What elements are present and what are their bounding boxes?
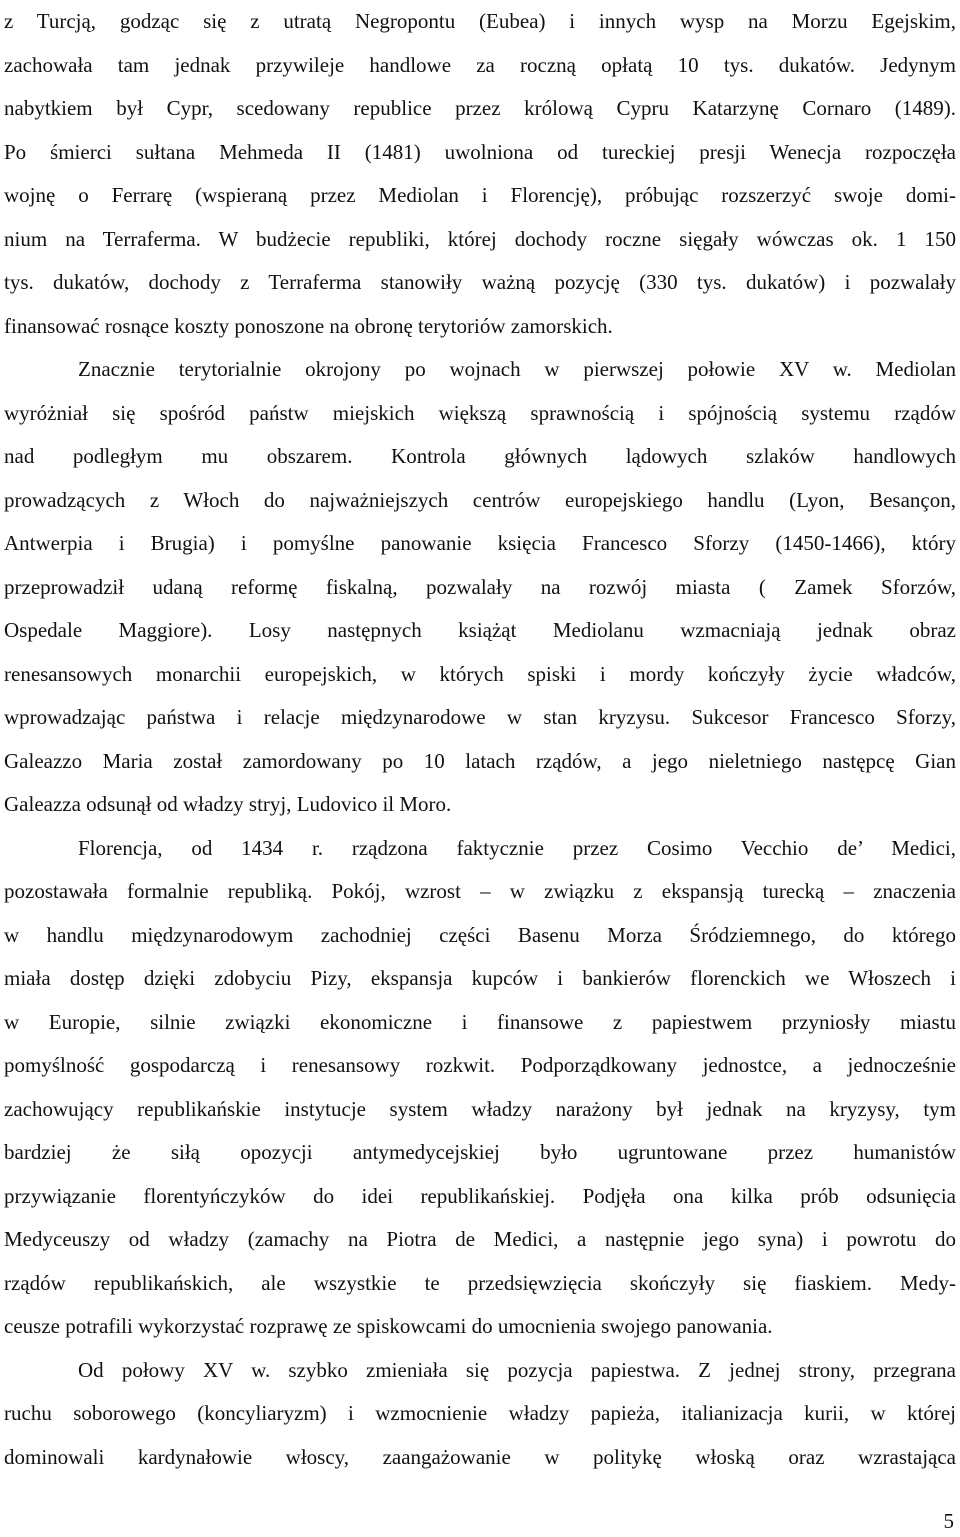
text-line: wyróżniał się spośród państw miejskich większą sprawnością i spójnością systemu rządów xyxy=(4,400,956,425)
text-line: dominowali kardynałowie włoscy, zaangażowanie w politykę włoską oraz wzrastająca xyxy=(4,1444,956,1469)
text-line: nium na Terraferma. W budżecie republiki, której dochody roczne sięgały wówczas ok. 1 150 xyxy=(4,226,956,251)
text-line: w Europie, silnie związki ekonomiczne i finansowe z papiestwem przyniosły miastu xyxy=(4,1009,956,1034)
text-line: Galeazzo Maria został zamordowany po 10 latach rządów, a jego nieletniego następcę Gian xyxy=(4,748,956,773)
text-line: Florencja, od 1434 r. rządzona faktycznie przez Cosimo Vecchio de’ Medici, xyxy=(78,835,956,860)
text-line: finansować rosnące koszty ponoszone na obronę terytoriów zamorskich. xyxy=(4,313,613,338)
text-line: prowadzących z Włoch do najważniejszych centrów europejskiego handlu (Lyon, Besançon, xyxy=(4,487,956,512)
text-line: zachowujący republikańskie instytucje system władzy narażony był jednak na kryzysy, tym xyxy=(4,1096,956,1121)
text-line: zachowała tam jednak przywileje handlowe za roczną opłatą 10 tys. dukatów. Jedynym xyxy=(4,52,956,77)
text-line: wprowadzając państwa i relacje międzynarodowe w stan kryzysu. Sukcesor Francesco Sforzy, xyxy=(4,705,956,729)
text-line: nabytkiem był Cypr, scedowany republice przez królową Cypru Katarzynę Cornaro (1489). xyxy=(4,96,956,120)
text-line: pozostawała formalnie republiką. Pokój, wzrost – w związku z ekspansją turecką – znaczenia xyxy=(4,879,956,903)
text-line: ruchu soborowego (koncyliaryzm) i wzmocnienie władzy papieża, italianizacja kurii, w której xyxy=(4,1401,956,1425)
text-line: miała dostęp dzięki zdobyciu Pizy, ekspansja kupców i bankierów florenckich we Włoszech i xyxy=(4,966,956,990)
text-line: rządów republikańskich, ale wszystkie te przedsięwzięcia skończyły się fiaskiem. Medy- xyxy=(4,1270,956,1295)
text-line: z Turcją, godząc się z utratą Negropontu (Eubea) i innych wysp na Morzu Egejskim, xyxy=(4,9,956,33)
text-line: Znacznie terytorialnie okrojony po wojnach w pierwszej połowie XV w. Mediolan xyxy=(78,357,956,381)
text-line: w handlu międzynarodowym zachodniej części Basenu Morza Śródziemnego, do którego xyxy=(4,922,956,947)
text-line: ceusze potrafili wykorzystać rozprawę ze spiskowcami do umocnienia swojego panowania. xyxy=(4,1314,773,1338)
text-line: bardziej że siłą opozycji antymedycejskiej było ugruntowane przez humanistów xyxy=(4,1140,956,1164)
text-line: Po śmierci sułtana Mehmeda II (1481) uwolniona od tureckiej presji Wenecja rozpoczęła xyxy=(4,139,956,164)
text-line: renesansowych monarchii europejskich, w których spiski i mordy kończyły życie władców, xyxy=(4,661,956,686)
text-line: nad podległym mu obszarem. Kontrola głównych lądowych szlaków handlowych xyxy=(4,444,956,468)
text-line: wojnę o Ferrarę (wspieraną przez Mediolan i Florencję), próbując rozszerzyć swoje domi- xyxy=(4,183,956,207)
text-line: Antwerpia i Brugia) i pomyślne panowanie księcia Francesco Sforzy (1450-1466), który xyxy=(4,531,956,555)
text-line: Od połowy XV w. szybko zmieniała się pozycja papiestwa. Z jednej strony, przegrana xyxy=(78,1357,956,1382)
page-number: 5 xyxy=(943,1509,954,1533)
text-line: Medyceuszy od władzy (zamachy na Piotra de Medici, a następnie jego syna) i powrotu do xyxy=(4,1227,956,1251)
text-line: tys. dukatów, dochody z Terraferma stanowiły ważną pozycję (330 tys. dukatów) i pozwalały xyxy=(4,270,956,294)
text-line: przywiązanie florentyńczyków do idei republikańskiej. Podjęła ona kilka prób odsunięcia xyxy=(4,1183,956,1208)
text-line: Ospedale Maggiore). Losy następnych książąt Mediolanu wzmacniają jednak obraz xyxy=(4,618,956,642)
text-line: przeprowadził udaną reformę fiskalną, pozwalały na rozwój miasta ( Zamek Sforzów, xyxy=(4,574,956,599)
text-line: pomyślność gospodarczą i renesansowy rozkwit. Podporządkowany jednostce, a jednocześnie xyxy=(4,1053,956,1077)
body-text xyxy=(4,0,956,1479)
text-line: Galeazza odsunął od władzy stryj, Ludovico il Moro. xyxy=(4,792,452,816)
